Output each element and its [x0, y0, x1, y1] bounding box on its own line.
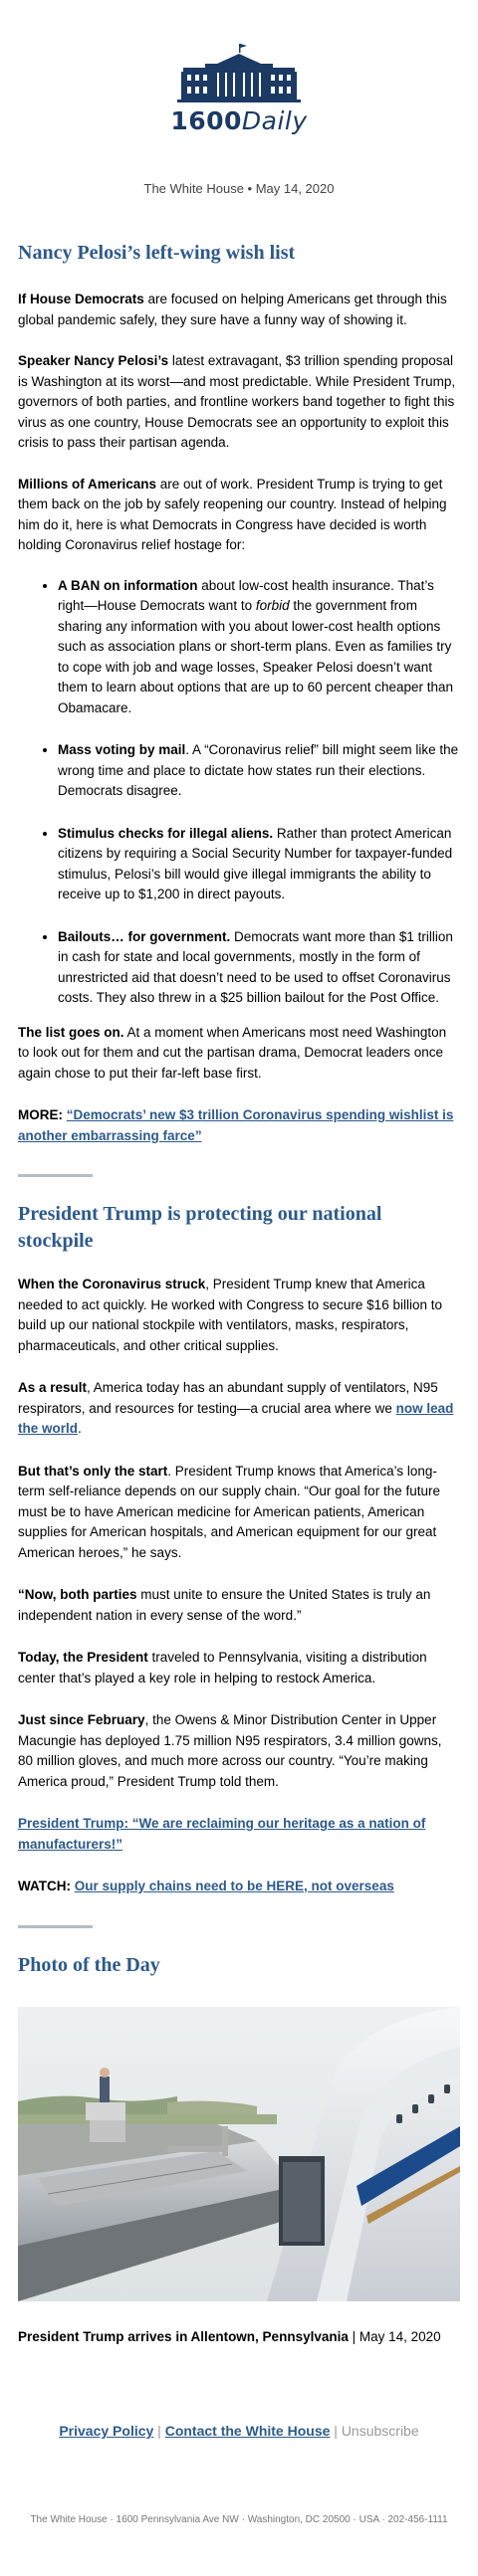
lead-text: The list goes on.	[18, 1024, 124, 1040]
paragraph	[18, 1275, 460, 1356]
white-house-logo-icon	[169, 42, 309, 103]
emphasis-text: forbid	[255, 598, 290, 613]
photo-of-the-day	[18, 2007, 460, 2301]
caption-title: President Trump arrives in Allentown, Pennsylvania	[18, 2328, 349, 2344]
main-content	[0, 240, 478, 2565]
wishlist	[18, 576, 460, 1009]
footer-separator: |	[330, 2423, 342, 2439]
brand-word: Daily	[241, 106, 308, 135]
lead-text: Mass voting by mail	[58, 742, 186, 757]
more-paragraph	[18, 1105, 460, 1146]
unsubscribe-link[interactable]: Unsubscribe	[341, 2423, 419, 2439]
paragraph	[18, 1814, 460, 1855]
footer-separator: |	[153, 2423, 165, 2439]
footer-links	[18, 2423, 460, 2439]
air-force-one-photo	[18, 2007, 460, 2301]
lead-text: Millions of Americans	[18, 476, 157, 492]
more-label: MORE:	[18, 1107, 67, 1122]
lead-text: A BAN on information	[58, 577, 198, 593]
list-item	[58, 824, 460, 905]
body-text: about low-cost health insurance. That’s right—House Democrats want to	[58, 577, 434, 613]
paragraph	[18, 1648, 460, 1688]
lead-text: Stimulus checks for illegal aliens.	[58, 825, 274, 841]
section-title-pelosi: Nancy Pelosi’s left-wing wish list	[18, 242, 296, 264]
footer-address: The White House · 1600 Pennsylvania Ave NW · Washington, DC 20500 · USA · 202-456-1111	[30, 2514, 448, 2525]
more-link[interactable]: “Democrats’ new $3 trillion Coronavirus spending wishlist is another embarrassing farce”	[18, 1107, 454, 1143]
brand-number: 1600	[170, 106, 242, 135]
body-text: traveled to Pennsylvania, visiting a distribution center that’s played a key role in helping to restock America.	[18, 1650, 427, 1685]
manufacturers-link[interactable]: President Trump: “We are reclaiming our heritage as a nation of manufacturers!”	[18, 1816, 426, 1852]
body-text: , President Trump knew that America needed to act quickly. He worked with Congress to secure $16 billion to build up our national stockpile with ventilators, masks, respirators, pharmaceuticals, and other critical supplies.	[18, 1277, 442, 1353]
paragraph	[18, 1585, 460, 1626]
paragraph	[18, 475, 460, 556]
body-text: Rather than protect American citizens by requiring a Social Security Number for taxpayer-funded stimulus, Pelosi’s bill would give illegal immigrants the ability to receive up to $1,200 in direct payouts.	[58, 825, 453, 901]
lead-the-world-link[interactable]: now lead the world	[18, 1400, 454, 1436]
header	[0, 0, 478, 135]
photo-caption	[18, 2327, 460, 2348]
lead-text: “Now, both parties	[18, 1587, 137, 1602]
paragraph	[18, 290, 460, 330]
lead-text: Bailouts… for government.	[58, 928, 231, 944]
privacy-policy-link[interactable]: Privacy Policy	[59, 2423, 154, 2439]
body-text: Democrats want more than $1 trillion in cash for state and local governments, mostly in the form of unrestricted aid that doesn’t need to be used to offset Coronavirus costs. They also threw in a $25 billion bailout for the Post Office.	[58, 928, 453, 1005]
lead-text: But that’s only the start	[18, 1463, 168, 1479]
body-text: , America today has an abundant supply of ventilators, N95 respirators, and resources for testing—a crucial area where we	[18, 1380, 438, 1416]
body-text: . President Trump knows that America’s long-term self-reliance depends on our supply chain. “Our goal for the future must be to have American medicine for American patients, American supplies for American hospitals, and American equipment for our great American heroes,” he says.	[18, 1463, 440, 1560]
contact-link[interactable]: Contact the White House	[164, 2423, 331, 2439]
body-text: , the Owens & Minor Distribution Center in Upper Macungie has deployed 1.75 million N95 respirators, 3.4 million gowns, 80 million gloves, and much more across our country. “You’re making America proud,” President Trump told them.	[18, 1712, 442, 1789]
paragraph	[18, 1378, 460, 1440]
body-text: must unite to ensure the United States is truly an independent nation in every sense of the word.”	[18, 1587, 431, 1623]
section-title-stockpile: President Trump is protecting our national stockpile	[18, 1203, 382, 1252]
lead-text: If House Democrats	[18, 292, 144, 306]
list-item	[58, 576, 460, 719]
caption-date: | May 14, 2020	[348, 2328, 441, 2344]
section-divider	[18, 1174, 93, 1177]
section-divider	[18, 1925, 93, 1928]
list-item	[58, 740, 460, 802]
lead-text: As a result	[18, 1380, 88, 1395]
body-text: are out of work. President Trump is trying to get them back on the job by safely reopening our country. Instead of helping him do it, here is what Democrats in Congress have decided is worth holding Coronavirus relief hostage for:	[18, 476, 447, 552]
lead-text: Just since February	[18, 1712, 145, 1727]
section-title-photo: Photo of the Day	[18, 1953, 160, 1976]
watch-label: WATCH:	[18, 1879, 75, 1893]
body-text: . A “Coronavirus relief” bill might seem like the wrong time and place to dictate how states run their elections. Democrats disagree.	[58, 742, 459, 798]
body-text: .	[78, 1421, 82, 1436]
paragraph	[18, 1023, 460, 1085]
paragraph	[18, 351, 460, 454]
dateline: The White House • May 14, 2020	[143, 181, 335, 196]
list-item	[58, 927, 460, 1009]
lead-text: When the Coronavirus struck	[18, 1277, 206, 1291]
body-text: latest extravagant, $3 trillion spending proposal is Washington at its worst—and most predictable. While President Trump, governors of both parties, and frontline workers band together to fight this virus as one country, House Democrats see an opportunity to exploit this crisis to pass their partisan agenda.	[18, 353, 456, 450]
watch-paragraph	[18, 1877, 460, 1897]
paragraph	[18, 1710, 460, 1792]
body-text: At a moment when Americans most need Washington to look out for them and cut the partisan drama, Democrat leaders once again chose to put their far-left base first.	[18, 1024, 447, 1081]
lead-text: Speaker Nancy Pelosi’s	[18, 353, 169, 368]
watch-link[interactable]: Our supply chains need to be HERE, not overseas	[74, 1879, 394, 1893]
body-text: the government from sharing any information with you about lower-cost health options such as association plans or short-term plans. Even as families try to cope with job and wage losses, Speaker Pelosi doesn’t want them to learn about options that are up to 60 percent cheaper than Obamacare.	[58, 598, 454, 715]
lead-text: Today, the President	[18, 1650, 148, 1665]
paragraph	[18, 1462, 460, 1564]
brand-wordmark	[0, 106, 478, 135]
body-text: are focused on helping Americans get through this global pandemic safely, they sure have a funny way of showing it.	[18, 292, 447, 327]
